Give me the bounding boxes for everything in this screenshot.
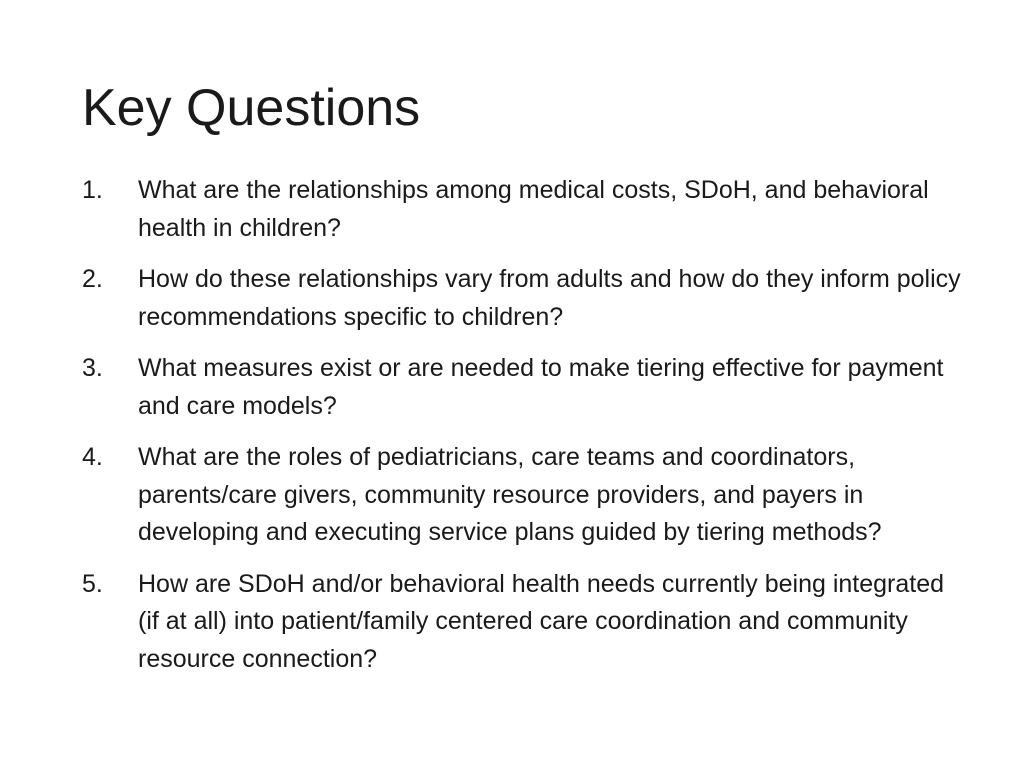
question-number: 3.	[82, 354, 103, 382]
question-text: What measures exist or are needed to make tiering effective for payment and care models?	[138, 354, 944, 420]
question-item	[82, 172, 962, 247]
question-text: How do these relationships vary from adults and how do they inform policy recommendations specific to children?	[138, 265, 961, 331]
slide-title: Key Questions	[82, 79, 421, 137]
questions-list	[82, 172, 962, 692]
question-text: What are the relationships among medical costs, SDoH, and behavioral health in children?	[138, 176, 929, 242]
question-number: 4.	[82, 443, 103, 471]
question-number: 2.	[82, 265, 103, 293]
question-item	[82, 439, 962, 552]
question-item	[82, 566, 962, 679]
question-item	[82, 350, 962, 425]
question-number: 5.	[82, 569, 103, 598]
question-text: How are SDoH and/or behavioral health needs currently being integrated (if at all) into patient/family centered care coordination and community resource connection?	[138, 569, 945, 673]
question-number: 1.	[82, 176, 103, 204]
question-item	[82, 261, 962, 336]
question-text: What are the roles of pediatricians, care teams and coordinators, parents/care givers, community resource providers, and payers in developing and executing service plans guided by tiering methods?	[138, 443, 882, 546]
